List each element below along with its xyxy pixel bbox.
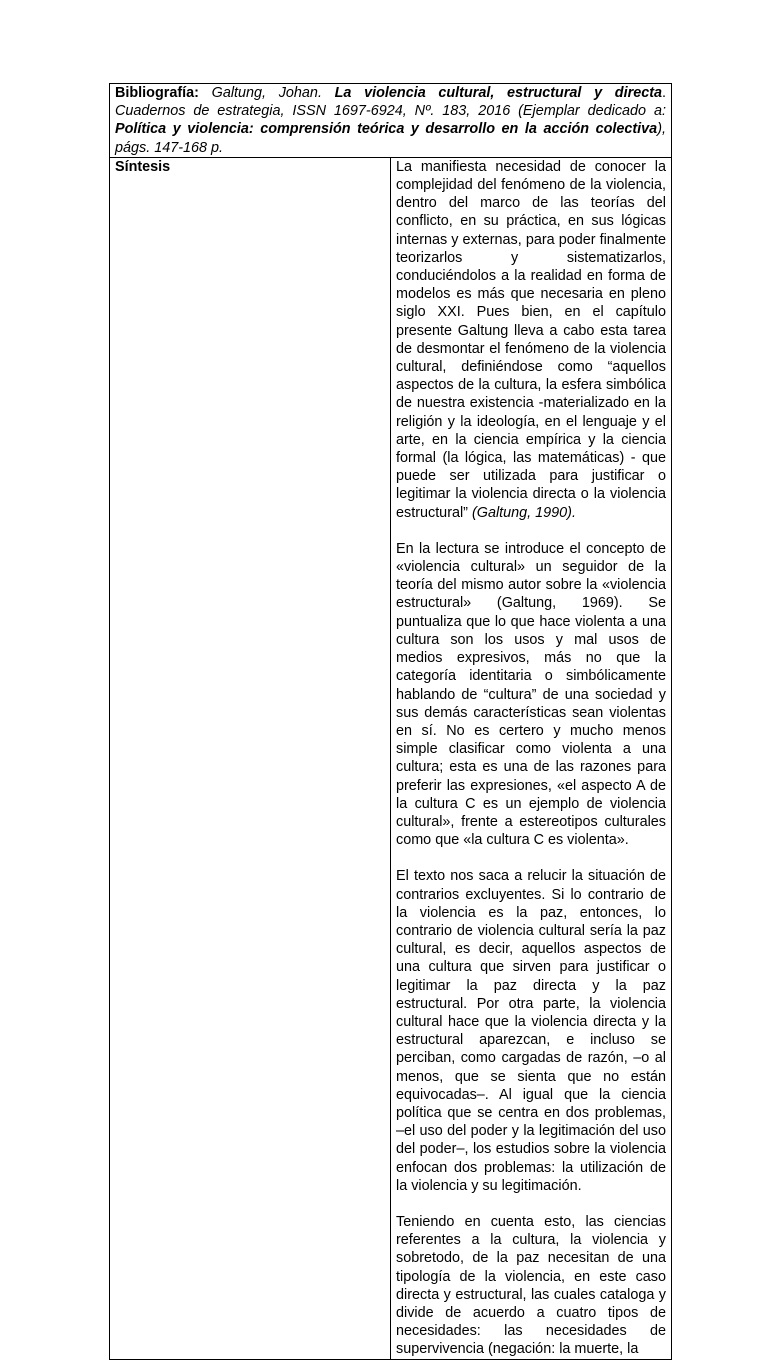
bibliography-table xyxy=(109,83,672,1360)
synthesis-content xyxy=(391,157,672,1359)
paragraph-1-citation: (Galtung, 1990). xyxy=(467,504,576,521)
paragraph-1-text: La manifiesta necesidad de conocer la complejidad del fenómeno de la violencia, dentro del marco de las teorías del conflicto, en su práctica, en sus lógicas internas y externas, para poder finalmente teorizarlos y sistematizarlos, conduciéndolos a la realidad en forma de modelos es más que necesaria en pleno siglo XXI. Pues bien, en el capítulo presente Galtung lleva a cabo esta tarea de desmontar el fenómeno de la violencia cultural, definiéndose como “aquellos aspectos de la cultura, la esfera simbólica de nuestra existencia -materializado en la religión y la ideología, en el lenguaje y el arte, en la ciencia empírica y la ciencia formal (la lógica, las matemáticas) - que puede ser utilizada para justificar o legitimar la violencia directa o la violencia estructural” xyxy=(396,158,666,521)
bibliography-cell xyxy=(110,84,672,158)
bibliography-journal: Cuadernos de estrategia, ISSN 1697-6924, Nº. 183, 2016 (Ejemplar dedicado a: xyxy=(115,103,666,120)
bibliography-volume-title: Política y violencia: comprensión teórica y desarrollo en la acción colectiva xyxy=(115,121,658,138)
bibliography-row xyxy=(110,84,672,158)
bibliography-label: Bibliografía: xyxy=(115,85,199,101)
bibliography-pages: ), págs. 147-168 p. xyxy=(115,121,666,156)
synthesis-paragraph-1 xyxy=(396,158,666,522)
synthesis-label: Síntesis xyxy=(110,157,391,1359)
synthesis-paragraph-3: El texto nos saca a relucir la situación de contrarios excluyentes. Si lo contrario de la violencia es la paz, entonces, lo contrario de violencia cultural sería la paz cultural, es decir, aquellos aspectos de una cultura que sirven para justificar o legitimar la paz directa y la paz estructural. Por otra parte, la violencia cultural hace que la violencia directa y la estructural aparezcan, e incluso se perciban, como cargadas de razón, –o al menos, que se sienta que no están equivocadas–. Al igual que la ciencia política que se centra en dos problemas, –el uso del poder y la legitimación del uso del poder–, los estudios sobre la violencia enfocan dos problemas: la utilización de la violencia y su legitimación. xyxy=(396,868,666,1194)
synthesis-paragraph-2: En la lectura se introduce el concepto de «violencia cultural» un seguidor de la teoría del mismo autor sobre la «violencia estructural» (Galtung, 1969). Se puntualiza que lo que hace violenta a una cultura son los usos y mal usos de medios expresivos, más no que la categoría identitaria o simbólicamente hablando de “cultura” de una sociedad y sus demás características sean violentas en sí. No es certero y mucho menos simple clasificar como violenta a una cultura; esta es una de las razones para preferir las expresiones, «el aspecto A de la cultura C es un ejemplo de violencia cultural», frente a estereotipos culturales como que «la cultura C es violenta». xyxy=(396,540,666,849)
synthesis-row xyxy=(110,157,672,1359)
synthesis-paragraph-4: Teniendo en cuenta esto, las ciencias referentes a la cultura, la violencia y sobretodo, de la paz necesitan de una tipología de la violencia, en este caso directa y estructural, las cuales cataloga y divide de acuerdo a cuatro tipos de necesidades: las necesidades de supervivencia (negación: la muerte, la xyxy=(396,1213,666,1358)
bibliography-author: Galtung, Johan. xyxy=(198,85,335,101)
bibliography-dot: . xyxy=(662,85,666,101)
bibliography-title: La violencia cultural, estructural y directa xyxy=(334,85,662,101)
